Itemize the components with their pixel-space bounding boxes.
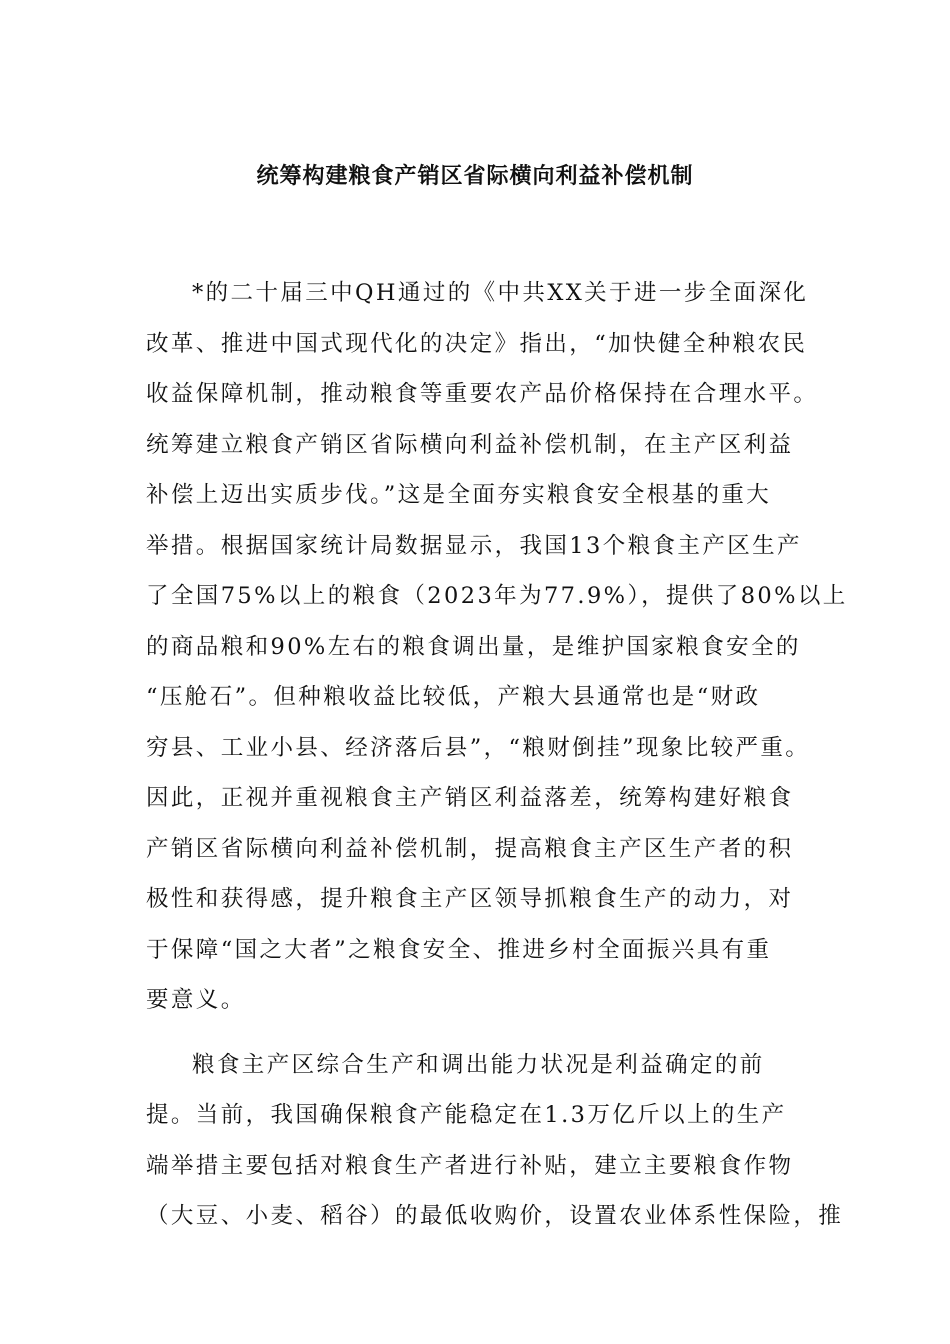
- paragraph-line: 产销区省际横向利益补偿机制，提高粮食主产区生产者的积: [146, 835, 794, 862]
- paragraph-line: 粮食主产区综合生产和调出能力状况是利益确定的前: [192, 1051, 765, 1078]
- paragraph-2: [146, 1040, 844, 1242]
- paragraph-line: 穷县、工业小县、经济落后县”，“粮财倒挂”现象比较严重。: [146, 734, 811, 761]
- paragraph-line: 改革、推进中国式现代化的决定》指出，“加快健全种粮农民: [146, 330, 808, 357]
- paragraph-line: 极性和获得感，提升粮食主产区领导抓粮食生产的动力，对: [146, 886, 794, 912]
- paragraph-line: 统筹建立粮食产销区省际横向利益补偿机制，在主产区利益: [146, 431, 794, 458]
- paragraph-line: 了全国75%以上的粮食（2023年为77.9%），提供了80%以上: [146, 583, 848, 609]
- paragraph-line: 要意义。: [146, 987, 246, 1013]
- paragraph-line: 收益保障机制，推动粮食等重要农产品价格保持在合理水平。: [146, 381, 819, 407]
- paragraph-line: 于保障“国之大者”之粮食安全、推进乡村全面振兴具有重: [146, 936, 772, 963]
- paragraph-line: 举措。根据国家统计局数据显示，我国13个粮食主产区生产: [146, 532, 802, 559]
- paragraph-line: 的商品粮和90%左右的粮食调出量，是维护国家粮食安全的: [146, 633, 801, 660]
- paragraph-line: （大豆、小麦、稻谷）的最低收购价，设置农业体系性保险，推: [146, 1203, 844, 1229]
- paragraph-line: 补偿上迈出实质步伐。”这是全面夯实粮食安全根基的重大: [146, 482, 772, 508]
- paragraph-spacer: [146, 1026, 816, 1040]
- paragraph-line: “压舱石”。但种粮收益比较低，产粮大县通常也是“财政: [146, 684, 761, 710]
- paragraph-line: 提。当前，我国确保粮食产能稳定在1.3万亿斤以上的生产: [146, 1102, 787, 1128]
- paragraph-line: *的二十届三中QH通过的《中共XX关于进一步全面深化: [192, 280, 809, 306]
- document-body: [146, 268, 848, 1242]
- document-title: 统筹构建粮食产销区省际横向利益补偿机制: [256, 163, 694, 189]
- paragraph-line: 因此，正视并重视粮食主产销区利益落差，统筹构建好粮食: [146, 785, 794, 811]
- paragraph-line: 端举措主要包括对粮食生产者进行补贴，建立主要粮食作物: [146, 1152, 794, 1179]
- paragraph-1: [146, 268, 848, 1026]
